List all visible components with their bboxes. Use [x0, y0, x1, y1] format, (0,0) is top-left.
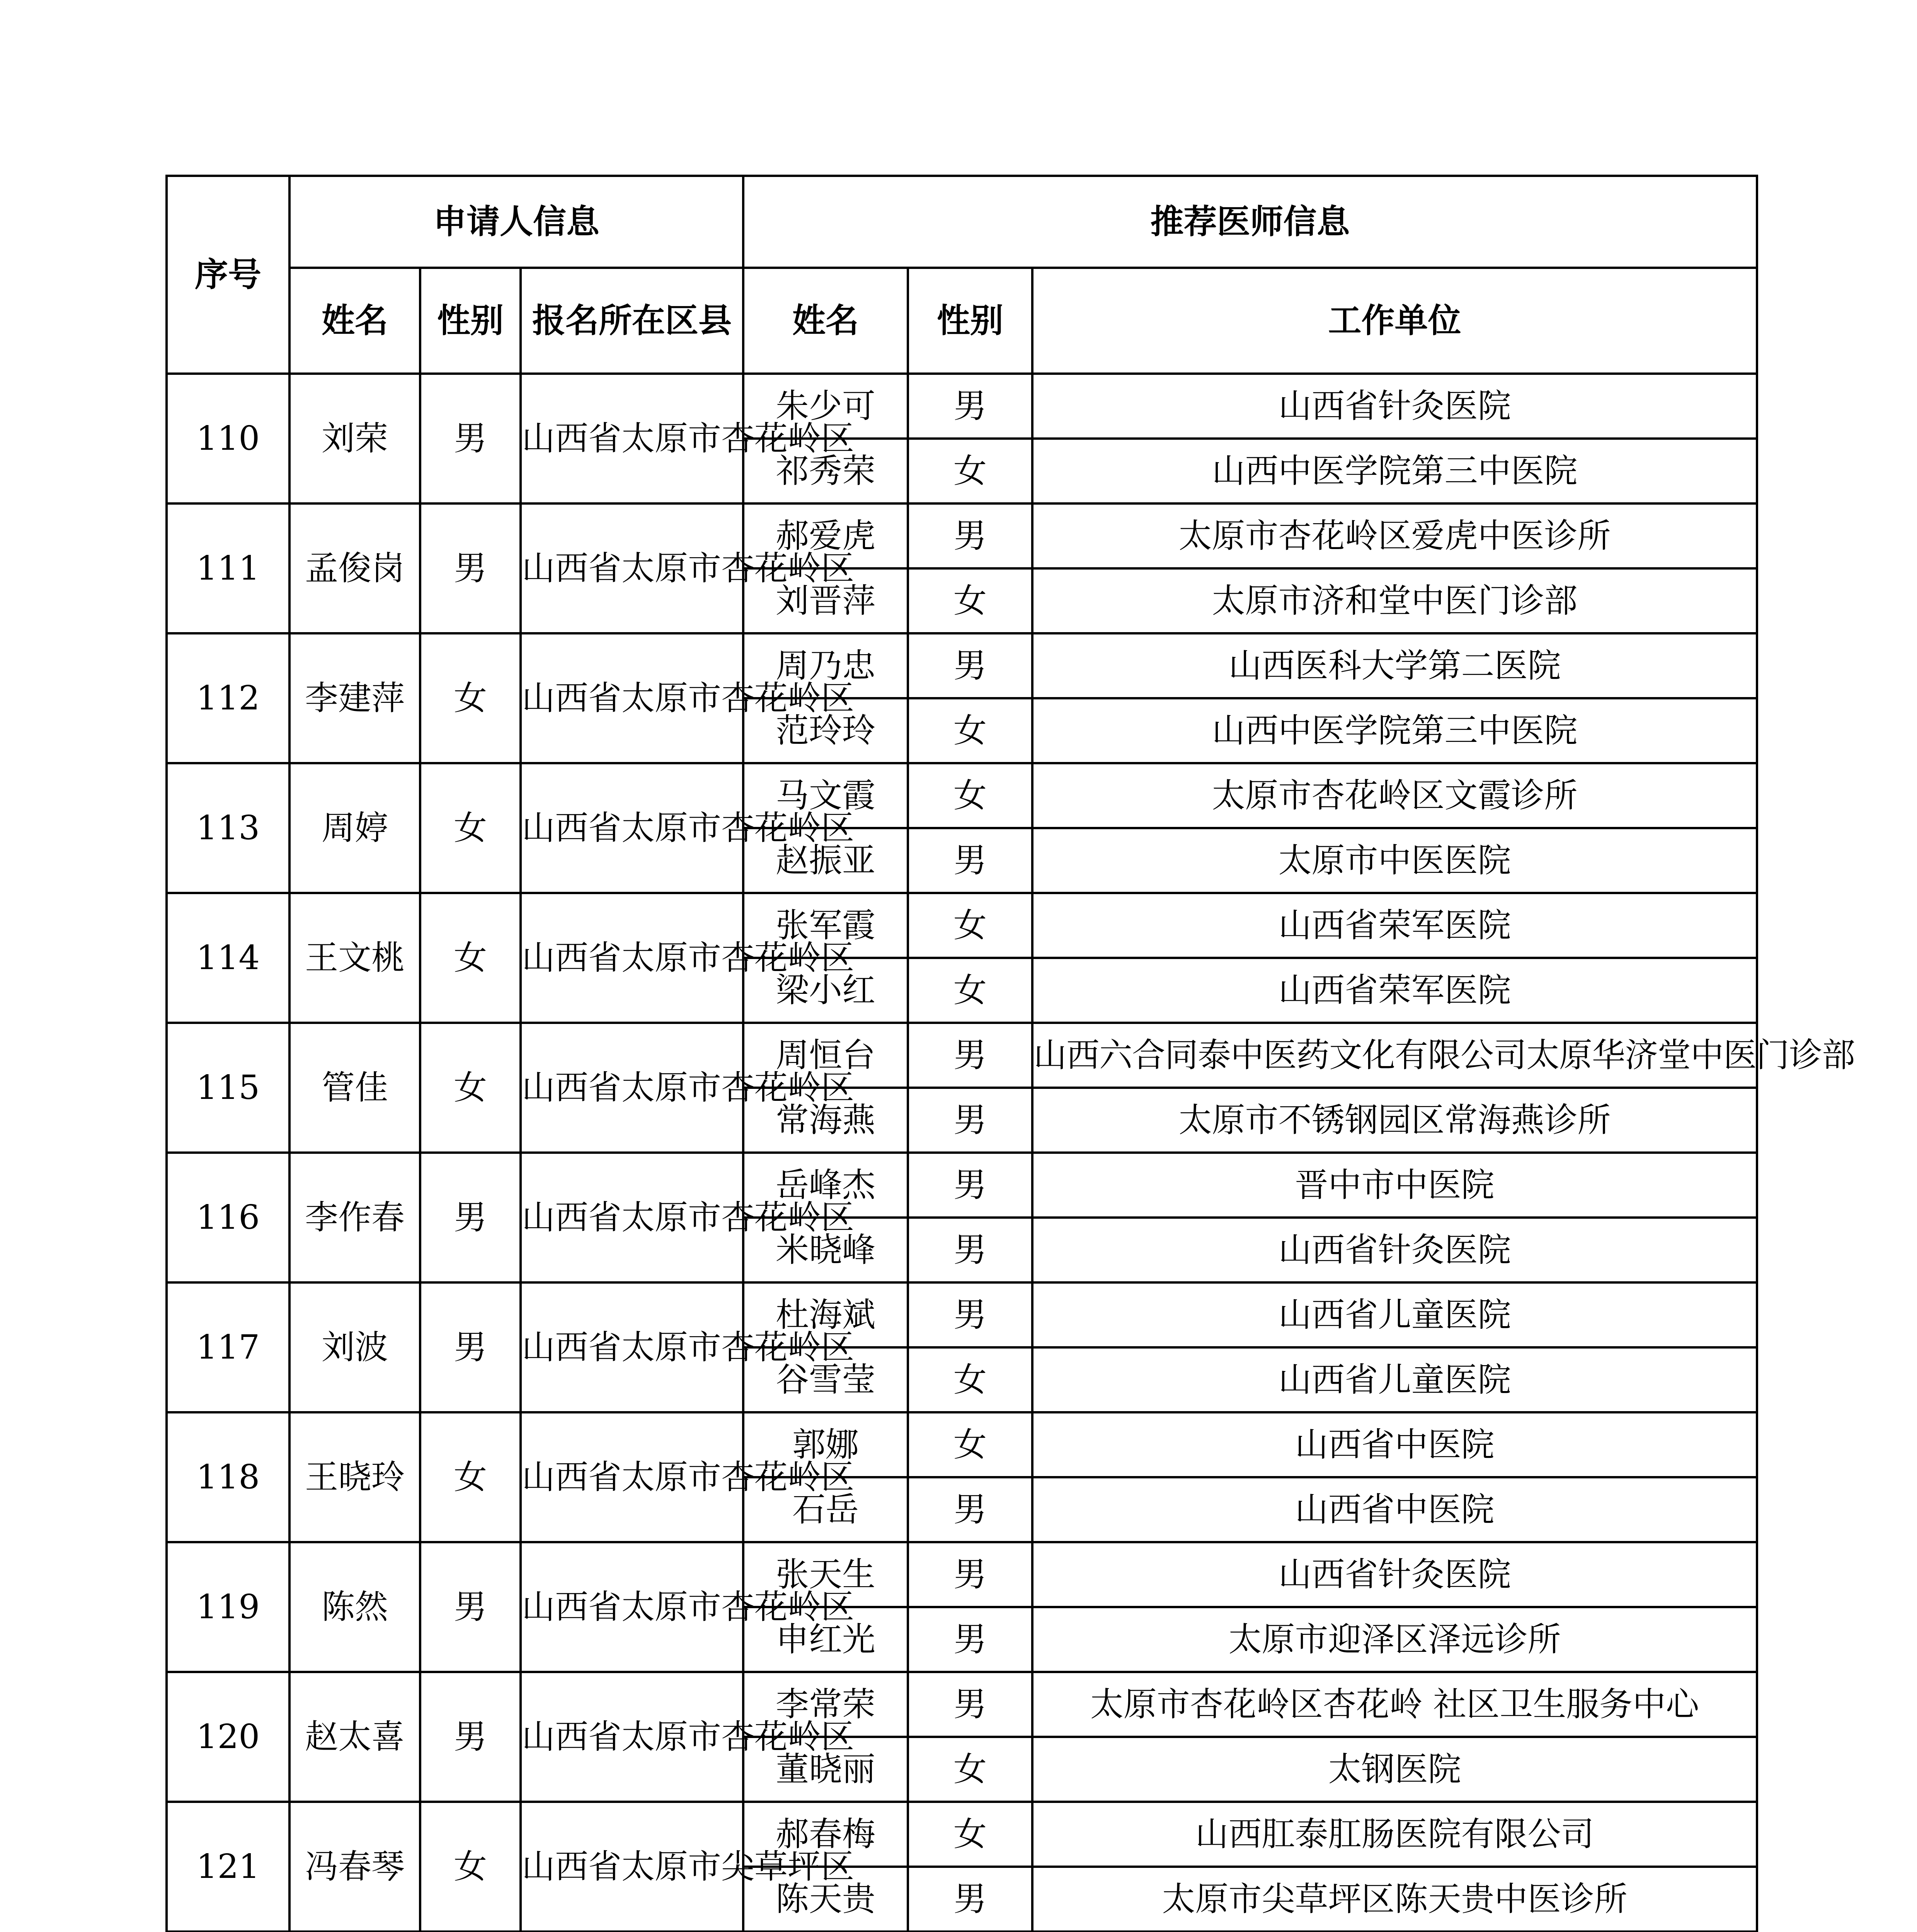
header-applicant-gender: 性别: [420, 268, 521, 374]
doctor-name: 周恒台: [743, 1023, 908, 1088]
applicant-name: 刘波: [289, 1282, 420, 1412]
table-row: [167, 1672, 1757, 1737]
applicant-district: 山西省太原市杏花岭区: [521, 503, 743, 633]
doctor-gender: 男: [908, 1218, 1032, 1282]
applicant-gender: 男: [420, 374, 521, 503]
table-row: [167, 893, 1757, 958]
doctor-gender: 女: [908, 698, 1032, 763]
row-seq: 115: [167, 1023, 289, 1153]
doctor-gender: 男: [908, 828, 1032, 893]
applicant-name: 管佳: [289, 1023, 420, 1153]
doctor-workplace: 山西省荣军医院: [1032, 893, 1757, 958]
doctor-workplace: 太原市尖草坪区陈天贵中医诊所: [1032, 1867, 1757, 1932]
doctor-name: 董晓丽: [743, 1737, 908, 1802]
header-workplace: 工作单位: [1032, 268, 1757, 374]
doctor-name: 朱少可: [743, 374, 908, 439]
doctor-workplace: 山西六合同泰中医药文化有限公司太原华济堂中医门诊部: [1032, 1023, 1757, 1088]
row-seq: 120: [167, 1672, 289, 1802]
header-row-1: [167, 176, 1757, 268]
doctor-name: 郝春梅: [743, 1802, 908, 1867]
doctor-workplace: 山西中医学院第三中医院: [1032, 698, 1757, 763]
doctor-name: 陈天贵: [743, 1867, 908, 1932]
applicant-gender: 男: [420, 1153, 521, 1282]
applicant-district: 山西省太原市杏花岭区: [521, 1153, 743, 1282]
doctor-gender: 男: [908, 1477, 1032, 1542]
doctor-name: 张天生: [743, 1542, 908, 1607]
row-seq: 113: [167, 763, 289, 893]
applicant-name: 周婷: [289, 763, 420, 893]
doctor-name: 申红光: [743, 1607, 908, 1672]
doctor-gender: 女: [908, 1347, 1032, 1412]
doctor-workplace: 山西医科大学第二医院: [1032, 633, 1757, 698]
doctor-name: 祁秀荣: [743, 439, 908, 503]
row-seq: 121: [167, 1802, 289, 1932]
doctor-name: 周乃忠: [743, 633, 908, 698]
doctor-name: 张军霞: [743, 893, 908, 958]
doctor-gender: 女: [908, 439, 1032, 503]
table-row: [167, 633, 1757, 698]
applicant-district: 山西省太原市杏花岭区: [521, 763, 743, 893]
doctor-gender: 女: [908, 763, 1032, 828]
header-applicant-name: 姓名: [289, 268, 420, 374]
applicant-name: 李作春: [289, 1153, 420, 1282]
applicant-district: 山西省太原市杏花岭区: [521, 374, 743, 503]
applicant-name: 王文桃: [289, 893, 420, 1023]
doctor-gender: 男: [908, 1542, 1032, 1607]
header-seq: 序号: [167, 176, 289, 374]
doctor-gender: 女: [908, 1737, 1032, 1802]
applicant-district: 山西省太原市杏花岭区: [521, 1412, 743, 1542]
doctor-name: 郭娜: [743, 1412, 908, 1477]
doctor-workplace: 山西省针灸医院: [1032, 374, 1757, 439]
doctor-workplace: 太钢医院: [1032, 1737, 1757, 1802]
doctor-workplace: 太原市中医医院: [1032, 828, 1757, 893]
applicant-gender: 女: [420, 893, 521, 1023]
doctor-workplace: 山西省针灸医院: [1032, 1542, 1757, 1607]
applicant-name: 冯春琴: [289, 1802, 420, 1932]
doctor-name: 杜海斌: [743, 1282, 908, 1347]
table-row: [167, 1542, 1757, 1607]
doctor-gender: 男: [908, 1672, 1032, 1737]
doctor-gender: 男: [908, 374, 1032, 439]
doctor-gender: 男: [908, 1607, 1032, 1672]
applicant-gender: 女: [420, 633, 521, 763]
applicant-name: 孟俊岗: [289, 503, 420, 633]
doctor-workplace: 山西省针灸医院: [1032, 1218, 1757, 1282]
doctor-workplace: 晋中市中医院: [1032, 1153, 1757, 1218]
doctor-name: 范玲玲: [743, 698, 908, 763]
applicant-name: 王晓玲: [289, 1412, 420, 1542]
doctor-name: 马文霞: [743, 763, 908, 828]
applicant-name: 刘荣: [289, 374, 420, 503]
row-seq: 111: [167, 503, 289, 633]
doctor-name: 石岳: [743, 1477, 908, 1542]
applicant-district: 山西省太原市杏花岭区: [521, 1542, 743, 1672]
table-body: [167, 374, 1855, 1932]
doctor-workplace: 太原市杏花岭区杏花岭 社区卫生服务中心: [1032, 1672, 1757, 1737]
doctor-gender: 男: [908, 1282, 1032, 1347]
applicant-name: 赵太喜: [289, 1672, 420, 1802]
doctor-name: 谷雪莹: [743, 1347, 908, 1412]
applicant-district: 山西省太原市杏花岭区: [521, 893, 743, 1023]
doctor-workplace: 太原市杏花岭区爱虎中医诊所: [1032, 503, 1757, 568]
table-row: [167, 1412, 1757, 1477]
row-seq: 118: [167, 1412, 289, 1542]
doctor-name: 米晓峰: [743, 1218, 908, 1282]
doctor-gender: 男: [908, 503, 1032, 568]
applicant-district: 山西省太原市杏花岭区: [521, 1023, 743, 1153]
doctor-gender: 女: [908, 1412, 1032, 1477]
table-row: [167, 1802, 1757, 1867]
doctor-workplace: 山西肛泰肛肠医院有限公司: [1032, 1802, 1757, 1867]
table-row: [167, 763, 1757, 828]
table-row: [167, 1153, 1757, 1218]
row-seq: 110: [167, 374, 289, 503]
applicant-gender: 女: [420, 1412, 521, 1542]
header-doctor-gender: 性别: [908, 268, 1032, 374]
row-seq: 119: [167, 1542, 289, 1672]
doctor-workplace: 山西省中医院: [1032, 1412, 1757, 1477]
table-row: [167, 374, 1757, 439]
doctor-workplace: 太原市济和堂中医门诊部: [1032, 568, 1757, 633]
applicant-gender: 男: [420, 1672, 521, 1802]
doctor-name: 常海燕: [743, 1088, 908, 1153]
header-district: 报名所在区县: [521, 268, 743, 374]
row-seq: 114: [167, 893, 289, 1023]
doctor-workplace: 太原市杏花岭区文霞诊所: [1032, 763, 1757, 828]
header-doctor-info: 推荐医师信息: [743, 176, 1757, 268]
doctor-gender: 女: [908, 958, 1032, 1023]
doctor-workplace: 山西省儿童医院: [1032, 1347, 1757, 1412]
applicant-district: 山西省太原市杏花岭区: [521, 1672, 743, 1802]
row-seq: 117: [167, 1282, 289, 1412]
recommendation-table: [165, 175, 1855, 1932]
applicant-district: 山西省太原市杏花岭区: [521, 633, 743, 763]
applicant-gender: 男: [420, 1542, 521, 1672]
row-seq: 116: [167, 1153, 289, 1282]
table-row: [167, 1282, 1757, 1347]
applicant-name: 李建萍: [289, 633, 420, 763]
applicant-district: 山西省太原市杏花岭区: [521, 1282, 743, 1412]
doctor-workplace: 太原市不锈钢园区常海燕诊所: [1032, 1088, 1757, 1153]
doctor-name: 梁小红: [743, 958, 908, 1023]
header-row-2: [167, 268, 1757, 374]
doctor-workplace: 山西省中医院: [1032, 1477, 1757, 1542]
doctor-workplace: 山西省儿童医院: [1032, 1282, 1757, 1347]
doctor-gender: 男: [908, 633, 1032, 698]
doctor-gender: 女: [908, 1802, 1032, 1867]
header-applicant-info: 申请人信息: [289, 176, 743, 268]
doctor-name: 赵振亚: [743, 828, 908, 893]
applicant-district: 山西省太原市尖草坪区: [521, 1802, 743, 1932]
row-seq: 112: [167, 633, 289, 763]
doctor-name: 李常荣: [743, 1672, 908, 1737]
applicant-gender: 男: [420, 1282, 521, 1412]
applicant-gender: 女: [420, 1023, 521, 1153]
applicant-gender: 女: [420, 763, 521, 893]
doctor-gender: 男: [908, 1153, 1032, 1218]
table-row: [167, 1023, 1757, 1088]
doctor-workplace: 山西省荣军医院: [1032, 958, 1757, 1023]
doctor-name: 岳峰杰: [743, 1153, 908, 1218]
doctor-workplace: 山西中医学院第三中医院: [1032, 439, 1757, 503]
doctor-gender: 男: [908, 1088, 1032, 1153]
doctor-gender: 女: [908, 893, 1032, 958]
doctor-gender: 男: [908, 1023, 1032, 1088]
header-doctor-name: 姓名: [743, 268, 908, 374]
applicant-name: 陈然: [289, 1542, 420, 1672]
doctor-workplace: 太原市迎泽区泽远诊所: [1032, 1607, 1757, 1672]
applicant-gender: 女: [420, 1802, 521, 1932]
table-row: [167, 503, 1757, 568]
doctor-gender: 女: [908, 568, 1032, 633]
applicant-gender: 男: [420, 503, 521, 633]
doctor-gender: 男: [908, 1867, 1032, 1932]
doctor-name: 刘晋萍: [743, 568, 908, 633]
doctor-name: 郝爱虎: [743, 503, 908, 568]
